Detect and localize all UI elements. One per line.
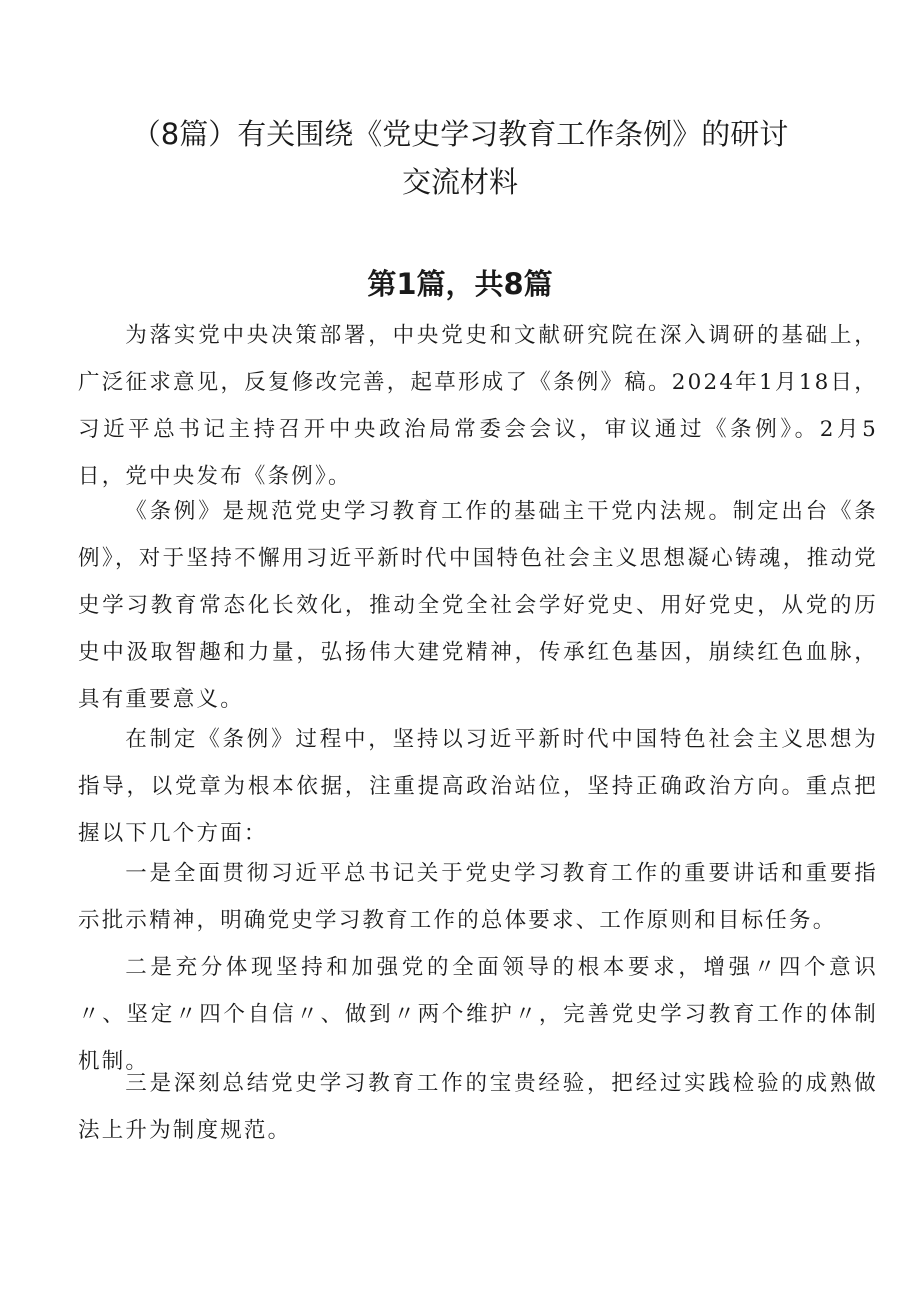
document-title-line-1: （8篇）有关围绕《党史学习教育工作条例》的研讨 xyxy=(131,117,789,151)
paragraph-5: 二是充分体现坚持和加强党的全面领导的根本要求，增强〃四个意识〃、坚定〃四个自信〃、做到〃两个维护〃，完善党史学习教育工作的体制机制。 xyxy=(78,955,878,1074)
paragraph-1: 为落实党中央决策部署，中央党史和文献研究院在深入调研的基础上，广泛征求意见，反复修改完善，起草形成了《条例》稿。2024年1月18日，习近平总书记主持召开中央政治局常委会会议，审议通过《条例》。2月5日，党中央发布《条例》。 xyxy=(78,323,878,489)
paragraph-2: 《条例》是规范党史学习教育工作的基础主干党内法规。制定出台《条例》，对于坚持不懈用习近平新时代中国特色社会主义思想凝心铸魂，推动党史学习教育常态化长效化，推动全党全社会学好党史、用好党史，从党的历史中汲取智趣和力量，弘扬伟大建党精神，传承红色基因，崩续红色血脉，具有重要意义。 xyxy=(78,499,878,712)
section-heading: 第1篇，共8篇 xyxy=(367,267,553,301)
document-title-line-2: 交流材料 xyxy=(401,165,518,199)
paragraph-4: 一是全面贯彻习近平总书记关于党史学习教育工作的重要讲话和重要指示批示精神，明确党史学习教育工作的总体要求、工作原则和目标任务。 xyxy=(78,861,878,933)
paragraph-6: 三是深刻总结党史学习教育工作的宝贵经验，把经过实践检验的成熟做法上升为制度规范。 xyxy=(78,1071,878,1143)
paragraph-3: 在制定《条例》过程中，坚持以习近平新时代中国特色社会主义思想为指导，以党章为根本依据，注重提高政治站位，坚持正确政治方向。重点把握以下几个方面： xyxy=(78,727,878,846)
